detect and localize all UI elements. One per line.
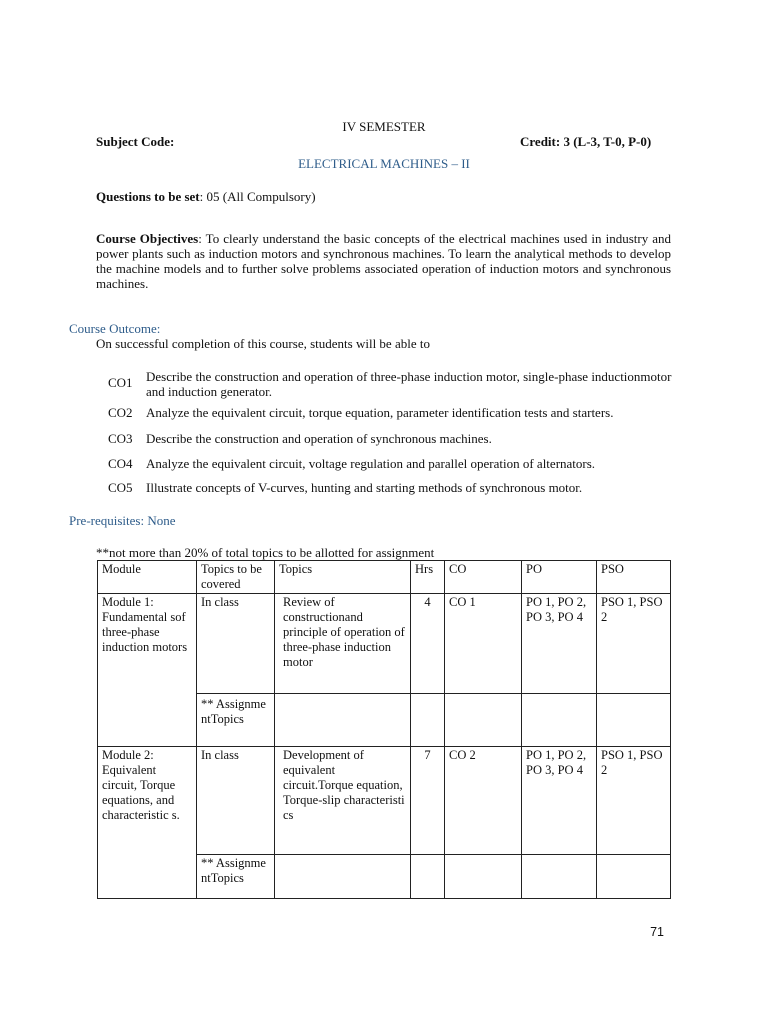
table-row [98, 594, 671, 694]
po-cell: PO 1, PO 2, PO 3, PO 4 [522, 747, 597, 855]
hrs-cell: 4 [411, 594, 445, 694]
topics-cell: Review of constructionand principle of operation of three-phase induction motor [275, 594, 411, 694]
outcome-code: CO3 [108, 431, 133, 446]
header-topics: Topics [275, 561, 411, 594]
header-topics-covered: Topics to be covered [197, 561, 275, 594]
course-outcome-intro: On successful completion of this course, students will be able to [96, 336, 430, 351]
prerequisites: Pre-requisites: None [69, 513, 176, 528]
course-title: ELECTRICAL MACHINES – II [298, 156, 470, 171]
header-co: CO [445, 561, 522, 594]
outcome-text: Describe the construction and operation of synchronous machines. [146, 431, 492, 446]
outcome-code: CO4 [108, 456, 133, 471]
syllabus-table [97, 560, 671, 899]
po-cell: PO 1, PO 2, PO 3, PO 4 [522, 594, 597, 694]
course-objectives: Course Objectives: To clearly understand the basic concepts of the electrical machines used in industry and power plants such as induction motors and synchronous machines. To learn the analytical methods to develop the machine models and to further solve problems associated operation of induction motors and synchronous machines. [96, 231, 672, 291]
header-pso: PSO [597, 561, 671, 594]
module-name: Module 1: Fundamental sof three-phase induction motors [98, 594, 197, 747]
table-header-row [98, 561, 671, 594]
co-cell: CO 2 [445, 747, 522, 855]
assignment-topics-label: ** Assignme ntTopics [197, 855, 275, 899]
questions-line: Questions to be set: 05 (All Compulsory) [96, 189, 316, 204]
outcome-text: Analyze the equivalent circuit, voltage regulation and parallel operation of alternators. [146, 456, 596, 471]
page-number: 71 [650, 925, 664, 939]
credit-info: Credit: 3 (L-3, T-0, P-0) [520, 134, 652, 149]
semester-heading: IV SEMESTER [342, 119, 426, 134]
outcome-text: Analyze the equivalent circuit, torque equation, parameter identification tests and starters. [146, 405, 614, 420]
outcome-code: CO1 [108, 375, 133, 390]
header-hrs: Hrs [411, 561, 445, 594]
header-po: PO [522, 561, 597, 594]
topics-cell: Development of equivalent circuit.Torque equation, Torque-slip characteristi cs [275, 747, 411, 855]
hrs-cell: 7 [411, 747, 445, 855]
outcome-text: Describe the construction and operation of three-phase induction motor, single-phase inductionmotor and induction generator. [146, 369, 672, 399]
in-class-label: In class [197, 747, 275, 855]
course-outcome-heading: Course Outcome: [69, 321, 161, 336]
outcome-code: CO5 [108, 480, 133, 495]
assignment-topics-label: ** Assignme ntTopics [197, 694, 275, 747]
in-class-label: In class [197, 594, 275, 694]
pso-cell: PSO 1, PSO 2 [597, 594, 671, 694]
header-module: Module [98, 561, 197, 594]
outcome-code: CO2 [108, 405, 133, 420]
module-name: Module 2: Equivalent circuit, Torque equations, and characteristic s. [98, 747, 197, 899]
outcome-text: Illustrate concepts of V-curves, hunting and starting methods of synchronous motor. [146, 480, 583, 495]
co-cell: CO 1 [445, 594, 522, 694]
table-row [98, 747, 671, 855]
assignment-note: **not more than 20% of total topics to be allotted for assignment [96, 545, 435, 560]
pso-cell: PSO 1, PSO 2 [597, 747, 671, 855]
subject-code-label: Subject Code: [96, 134, 175, 149]
